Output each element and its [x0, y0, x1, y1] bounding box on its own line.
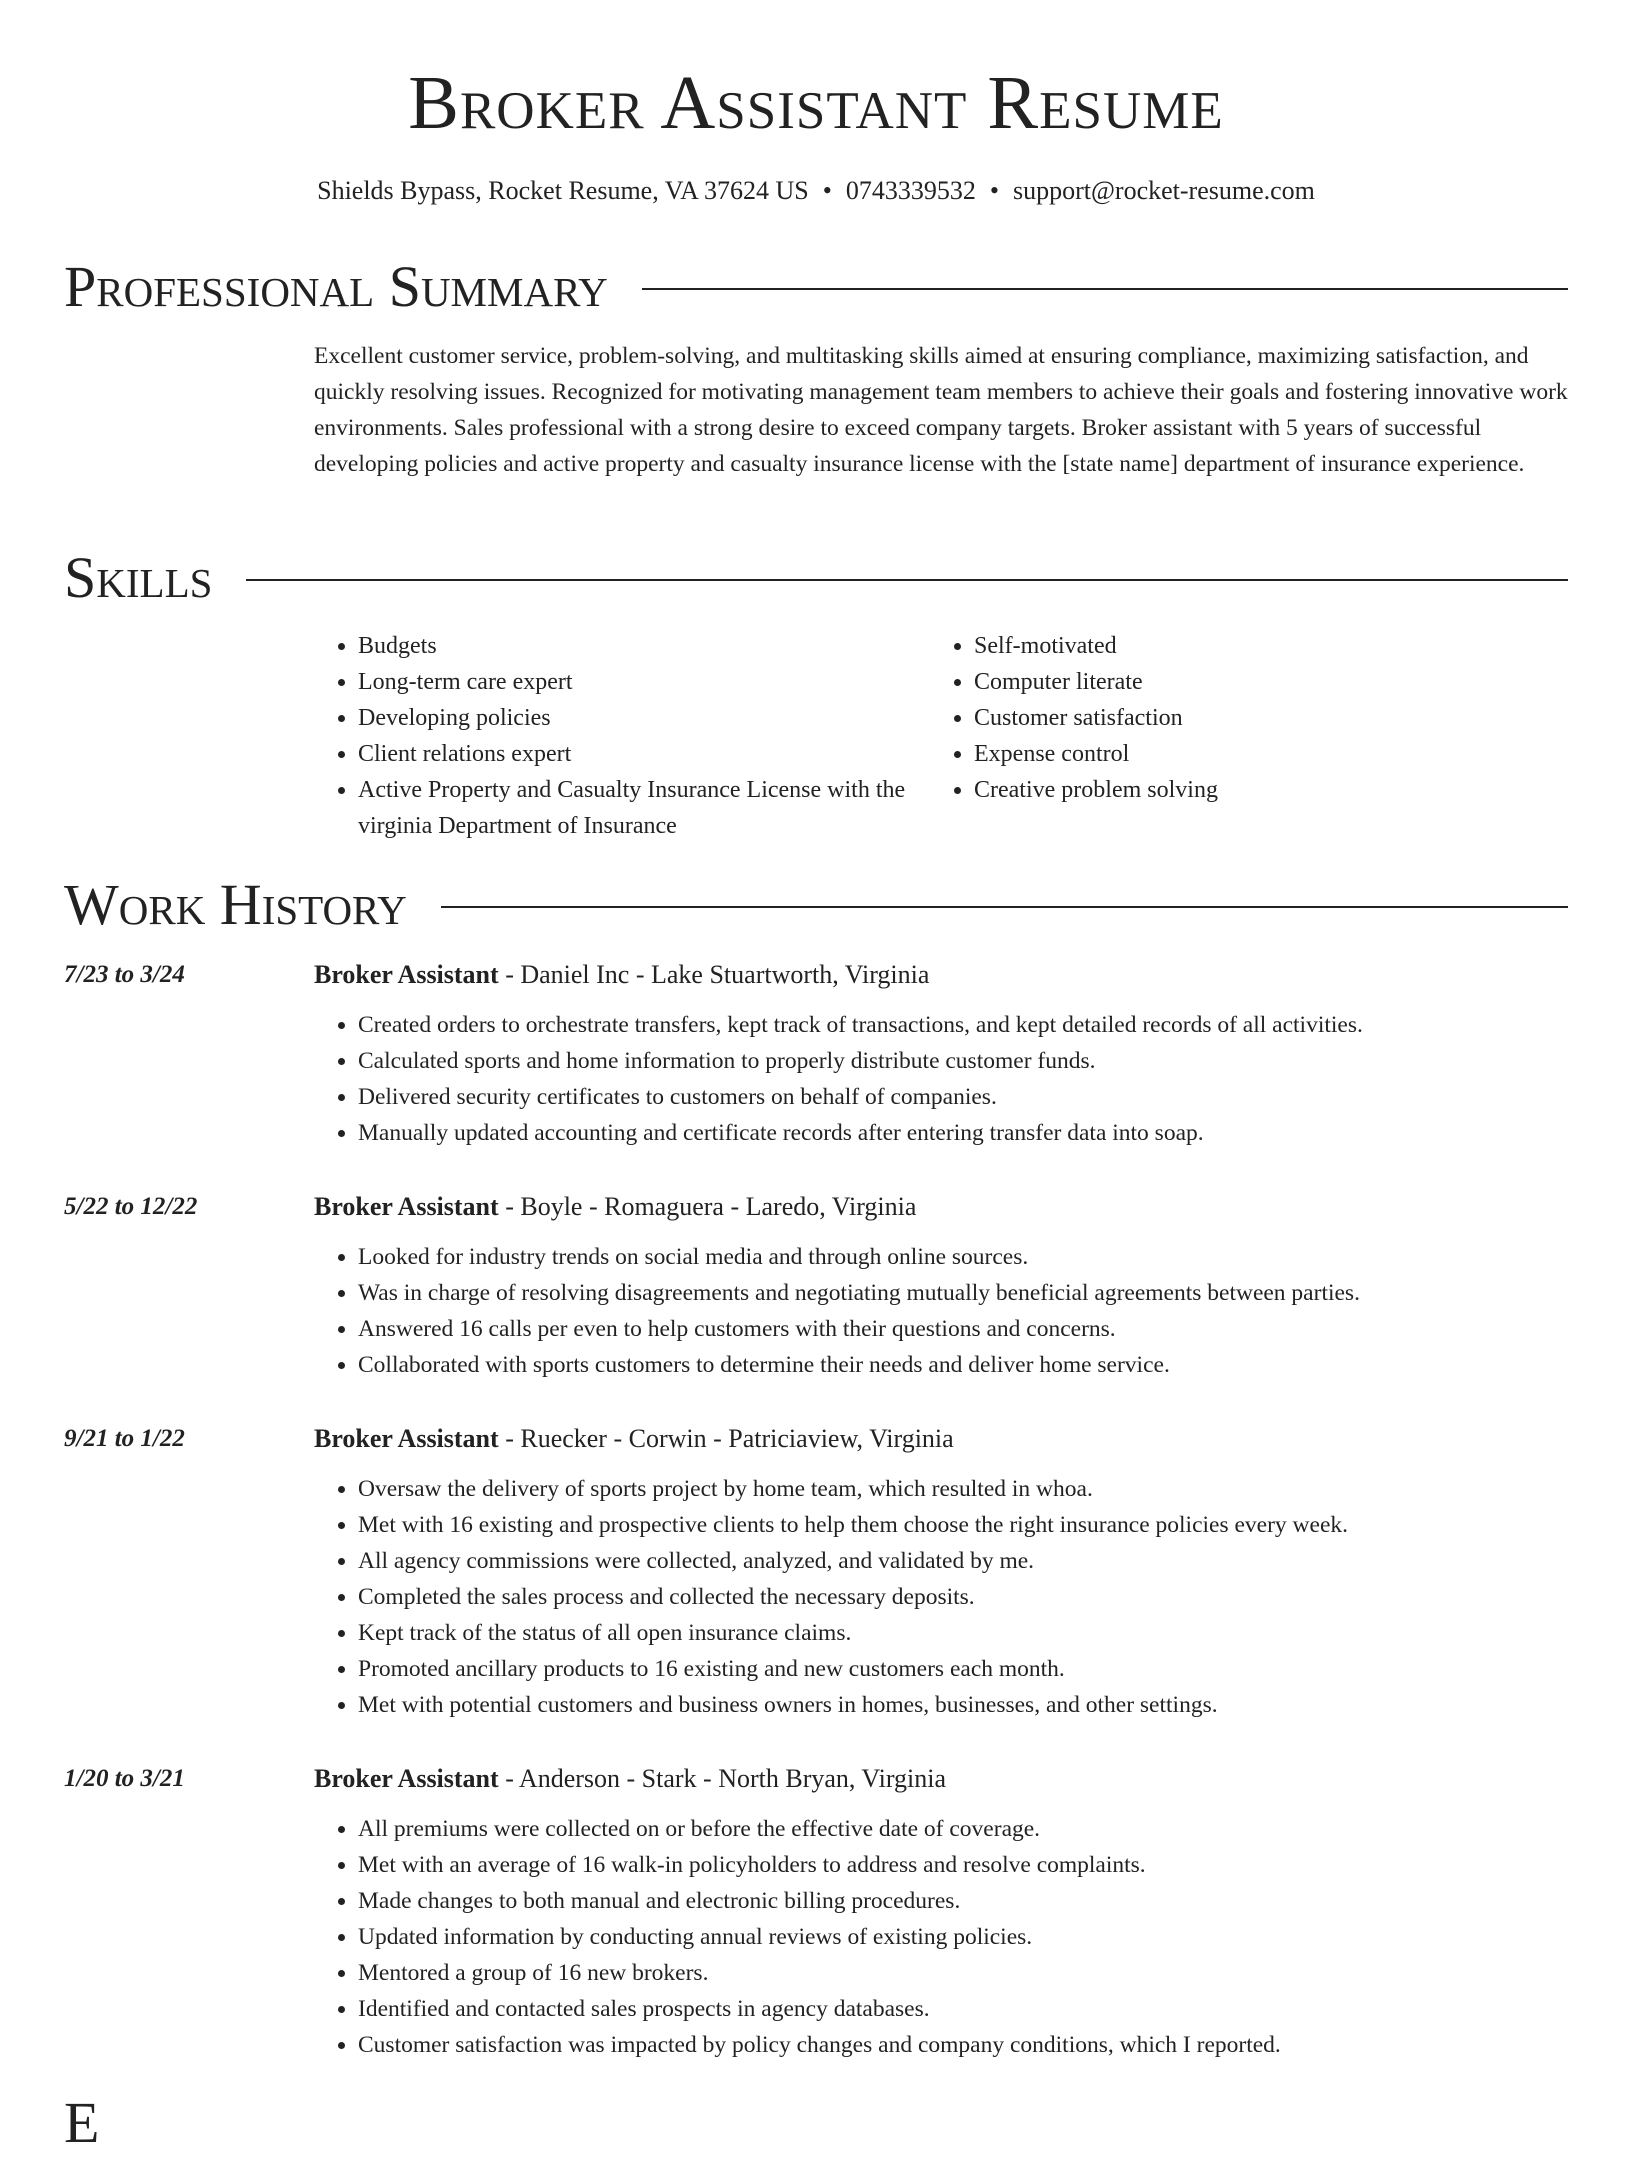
duty-item: • Promoted ancillary products to 16 existing and new customers each month. [358, 1651, 1568, 1687]
job-dates: 1/20 to 3/21 [64, 1765, 185, 1792]
job-heading [314, 1189, 916, 1225]
job-duties [314, 1471, 1568, 1723]
duty-item: • Met with an average of 16 walk-in policyholders to address and resolve complaints. [358, 1847, 1568, 1883]
summary-section-header [64, 252, 1568, 322]
skill-item: • Computer literate [974, 664, 1546, 700]
separator-dot: • [822, 176, 832, 205]
next-section-heading-cut: E [64, 2090, 100, 2155]
skill-item: • Expense control [974, 736, 1546, 772]
duty-item: • Customer satisfaction was impacted by policy changes and company conditions, which I reported. [358, 2027, 1568, 2063]
duty-item: • Mentored a group of 16 new brokers. [358, 1955, 1568, 1991]
summary-text: Excellent customer service, problem-solving, and multitasking skills aimed at ensuring compliance, maximizing satisfaction, and quickly resolving issues. Recognized for motivating management team members to achieve their goals and fostering innovative work environments. Sales professional with a strong desire to exceed company targets. Broker assistant with 5 years of successful developing policies and active property and casualty insurance license with the [state name] department of insurance experience. [314, 343, 1568, 477]
duty-item: • Manually updated accounting and certificate records after entering transfer data into soap. [358, 1115, 1568, 1151]
duty-item: • Met with potential customers and business owners in homes, businesses, and other settings. [358, 1687, 1568, 1723]
skills-list [314, 628, 1568, 844]
job-employer: - Anderson - Stark - North Bryan, Virginia [498, 1764, 947, 1793]
duty-item: • All agency commissions were collected, analyzed, and validated by me. [358, 1543, 1568, 1579]
skill-item: • Client relations expert [358, 736, 930, 772]
job-heading [314, 957, 929, 993]
skill-item: • Developing policies [358, 700, 930, 736]
duty-item: • Updated information by conducting annual reviews of existing policies. [358, 1919, 1568, 1955]
duty-item: • Delivered security certificates to customers on behalf of companies. [358, 1079, 1568, 1115]
contact-address: Shields Bypass, Rocket Resume, VA 37624 US [317, 176, 809, 205]
section-divider [441, 906, 1568, 908]
duty-item: • Collaborated with sports customers to determine their needs and deliver home service. [358, 1347, 1568, 1383]
duty-item: • Completed the sales process and collected the necessary deposits. [358, 1579, 1568, 1615]
duty-item: • All premiums were collected on or before the effective date of coverage. [358, 1811, 1568, 1847]
job-dates: 7/23 to 3/24 [64, 961, 185, 988]
duty-item: • Answered 16 calls per even to help customers with their questions and concerns. [358, 1311, 1568, 1347]
duty-item: • Made changes to both manual and electronic billing procedures. [358, 1883, 1568, 1919]
contact-email: support@rocket-resume.com [1012, 176, 1315, 205]
duty-item: • Met with 16 existing and prospective clients to help them choose the right insurance policies every week. [358, 1507, 1568, 1543]
job-dates: 5/22 to 12/22 [64, 1193, 198, 1220]
job-duties [314, 1007, 1568, 1151]
work-heading: Work History [64, 872, 407, 937]
skills-column-right [930, 628, 1546, 844]
skills-section-header [64, 543, 1568, 613]
section-divider [246, 579, 1568, 581]
contact-line [0, 174, 1632, 208]
job-duties [314, 1811, 1568, 2063]
skill-item: • Budgets [358, 628, 930, 664]
skill-item: • Creative problem solving [974, 772, 1546, 808]
summary-heading: Professional Summary [64, 254, 608, 319]
job-role: Broker Assistant [314, 960, 499, 989]
job-dates: 9/21 to 1/22 [64, 1425, 185, 1452]
job-employer: - Ruecker - Corwin - Patriciaview, Virginia [498, 1424, 954, 1453]
skills-heading: Skills [64, 545, 213, 610]
skill-item: • Long-term care expert [358, 664, 930, 700]
duty-item: • Was in charge of resolving disagreements and negotiating mutually beneficial agreements between parties. [358, 1275, 1568, 1311]
job-role: Broker Assistant [314, 1192, 499, 1221]
skill-item: • Customer satisfaction [974, 700, 1546, 736]
job-employer: - Boyle - Romaguera - Laredo, Virginia [498, 1192, 917, 1221]
duty-item: • Identified and contacted sales prospects in agency databases. [358, 1991, 1568, 2027]
job-role: Broker Assistant [314, 1764, 499, 1793]
skill-item: • Self-motivated [974, 628, 1546, 664]
duty-item: • Created orders to orchestrate transfers, kept track of transactions, and kept detailed records of all activities. [358, 1007, 1568, 1043]
duty-item: • Calculated sports and home information to properly distribute customer funds. [358, 1043, 1568, 1079]
contact-phone: 0743339532 [845, 176, 976, 205]
job-heading [314, 1421, 954, 1457]
resume-title: Broker Assistant Resume [408, 61, 1224, 145]
duty-item: • Oversaw the delivery of sports project by home team, which resulted in whoa. [358, 1471, 1568, 1507]
skills-column-left [314, 628, 930, 844]
job-heading [314, 1761, 946, 1797]
separator-dot: • [989, 176, 999, 205]
duty-item: • Looked for industry trends on social media and through online sources. [358, 1239, 1568, 1275]
section-divider [642, 288, 1568, 290]
duty-item: • Kept track of the status of all open insurance claims. [358, 1615, 1568, 1651]
skill-item: • Active Property and Casualty Insurance License with the virginia Department of Insurance [358, 772, 930, 844]
work-section-header [64, 870, 1568, 940]
job-employer: - Daniel Inc - Lake Stuartworth, Virginia [498, 960, 930, 989]
job-duties [314, 1239, 1568, 1383]
job-role: Broker Assistant [314, 1424, 499, 1453]
